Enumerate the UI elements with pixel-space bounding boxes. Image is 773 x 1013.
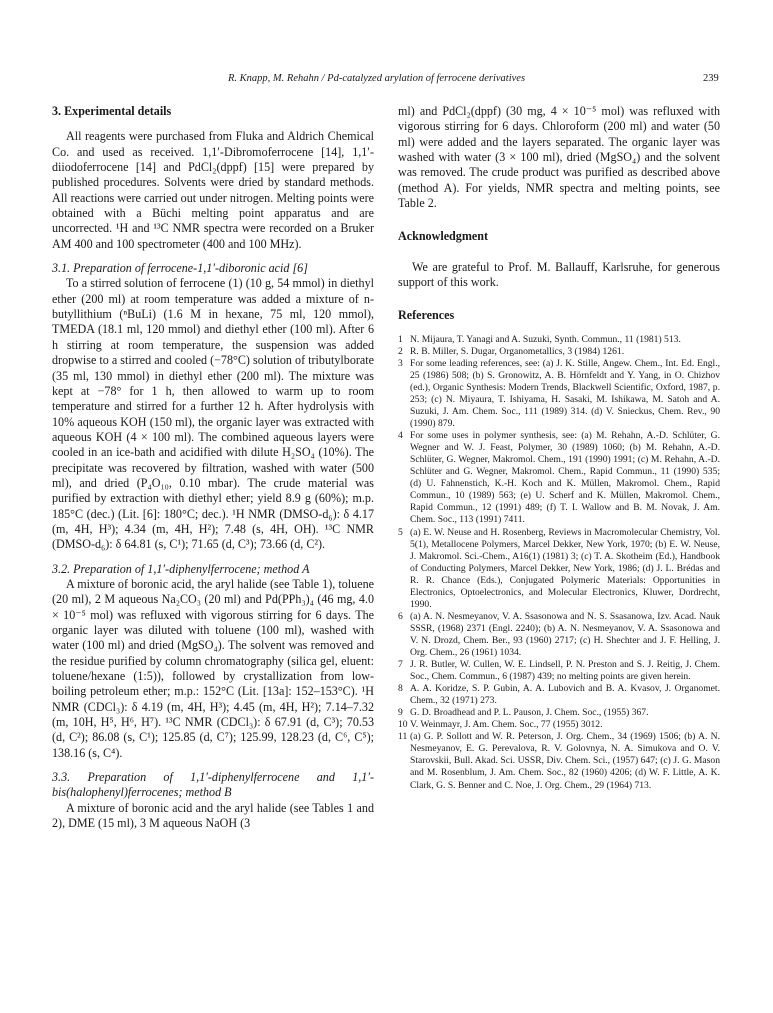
reference-number: 1 xyxy=(398,333,403,345)
left-column xyxy=(52,104,374,831)
reference-item xyxy=(398,707,720,719)
acknowledgment-title: Acknowledgment xyxy=(398,229,489,244)
reference-number: 8 xyxy=(398,683,403,695)
reference-text: N. Mijaura, T. Yanagi and A. Suzuki, Synth. Commun., 11 (1981) 513. xyxy=(410,333,681,345)
reference-number: 2 xyxy=(398,345,403,357)
reference-number: 6 xyxy=(398,610,403,622)
subsection-paragraph: To a stirred solution of ferrocene (1) (10 g, 54 mmol) in diethyl ether (200 ml) at room temperature was added a mixture of n-butyllithium (ⁿBuLi) (1.6 M in hexane, 75 ml, 120 mmol), TMEDA (18.1 ml, 120 mmol) and diethyl ether (100 ml). After 6 h stirring at room temperature, the suspension was added dropwise to a stirred and cooled (−78°C) solution of tributylborate (35 ml, 130 mmol) in diethyl ether (200 ml). The mixture was kept at −78° for 1 h, then allowed to warm up to room temperature and stirred for a further 12 h. After hydrolysis with 10% aqueous KOH (150 ml), the organic layer was extracted with aqueous KOH (4 × 100 ml). The combined aqueous layers were cooled in an ice-bath and acidified with dilute H₂SO₄ (10%). The precipitate was recovered by filtration, washed with water (500 ml), and dried (P₄O₁₀, 0.10 mbar). The crude material was purified by extraction with diethyl ether; yield 8.9 g (60%); m.p. 185°C (dec.) (Lit. [6]: 180°C; dec.). ¹H NMR (DMSO-d₆): δ 4.17 (m, 4H, H³); 4.34 (m, 4H, H²); 7.48 (s, 4H, OH). ¹³C NMR (DMSO-d₆): δ 64.81 (s, C¹); 71.65 (d, C³); 73.66 (d, C²). xyxy=(52,276,374,552)
reference-text: A. A. Koridze, S. P. Gubin, A. A. Lubovich and B. A. Kvasov, J. Organomet. Chem., 32 (1971) 273. xyxy=(410,683,720,707)
continuation-paragraph: ml) and PdCl₂(dppf) (30 mg, 4 × 10⁻⁵ mol) was refluxed with vigorous stirring for 6 days. Chloroform (200 ml) and water (50 ml) were added and the layers separated. The organic layer was washed with water (3 × 100 ml), dried (MgSO₄) and the solvent was removed. The crude product was purified as described above (method A). For yields, NMR spectra and melting points, see Table 2. xyxy=(398,104,720,211)
reference-item xyxy=(398,358,720,430)
section-title: 3. Experimental details xyxy=(52,104,172,118)
reference-number: 4 xyxy=(398,430,403,442)
reference-item xyxy=(398,731,720,791)
reference-text: (a) E. W. Neuse and H. Rosenberg, Reviews in Macromolecular Chemistry, Vol. 5(1), Metallocene Polymers, Marcel Dekker, New York, 1970; (b) E. W. Neuse, J. Makromol. Sci.-Chem., A16(1) (1981) 3; (c) T. A. Skotheim (Ed.), Handbook of Conducting Polymers, Marcel Dekker, New York, 1986; (d) J. L. Brédas and R. R. Chance (Eds.), Conjugated Polymeric Materials: Opportunities in Electronics, Optoelectronics, and Molecular Electronics, Kluwer, Dordrecht, 1990. xyxy=(410,526,720,610)
subsection-title: 3.2. Preparation of 1,1′-diphenylferrocene; method A xyxy=(52,561,310,576)
reference-text: For some uses in polymer synthesis, see: (a) M. Rehahn, A.-D. Schlüter, G. Wegner and W. J. Feast, Polymer, 30 (1989) 1060; (b) M. Rehahn, A.-D. Schlüter, G. Wegner, Makromol. Chem., 191 (1990) 1991; (c) M. Rehahn, A.-D. Schlüter and G. Wegner, Makromol. Chem., Rapid Commun., 11 (1990) 535; (d) U. Fahnenstich, K.-H. Koch and K. Müllen, Makromol. Chem., Rapid Commun., 10 (1989) 563; (e) U. Scherf and K. Müllen, Makromol. Chem., Rapid Commun., 12 (1991) 489; (f) T. I. Wallow and B. M. Novak, J. Am. Chem. Soc., 113 (1991) 7411. xyxy=(410,430,720,526)
reference-text: For some leading references, see: (a) J. K. Stille, Angew. Chem., Int. Ed. Engl., 25 (1986) 508; (b) S. Gronowitz, A. B. Hörnfeldt and Y. Yang, in O. Chizhov (ed.), Organic Synthesis: Modern Trends, Blackwell Scientific, Oxford, 1987, p. 253; (c) N. Miyaura, T. Ishiyama, H. Sasaki, M. Ishikawa, M. Satoh and A. Suzuki, J. Am. Chem. Soc., 111 (1989) 314. (d) V. Snieckus, Chem. Rev., 90 (1990) 879. xyxy=(410,357,720,430)
reference-text: R. B. Miller, S. Dugar, Organometallics, 3 (1984) 1261. xyxy=(410,345,625,357)
reference-text: G. D. Broadhead and P. L. Pauson, J. Chem. Soc., (1955) 367. xyxy=(410,707,649,719)
reference-item xyxy=(398,430,720,526)
right-column xyxy=(398,104,720,792)
subsection-paragraph: A mixture of boronic acid and the aryl halide (see Tables 1 and 2), DME (15 ml), 3 M aqueous NaOH (3 xyxy=(52,800,374,831)
references-title: References xyxy=(398,308,455,323)
reference-item xyxy=(398,719,720,731)
reference-item xyxy=(398,527,720,611)
reference-number: 10 xyxy=(398,719,408,731)
reference-number: 3 xyxy=(398,357,403,369)
reference-item xyxy=(398,683,720,707)
subsection-paragraph: A mixture of boronic acid, the aryl halide (see Table 1), toluene (20 ml), 2 M aqueous Na₂CO₃ (20 ml) and Pd(PPh₃)₄ (46 mg, 4.0 × 10⁻⁵ mol) was refluxed with vigorous stirring for 6 days. The organic layer was diluted with toluene (100 ml), washed with water (100 ml) and dried (MgSO₄). The solvent was removed and the residue purified by column chromatography (silica gel, eluent: toluene/hexane (1:5)), followed by crystallization from low-boiling petroleum ether; m.p.: 152°C (Lit. [13a]: 152–153°C). ¹H NMR (CDCl₃): δ 4.19 (m, 4H, H³); 4.45 (m, 4H, H²); 7.14–7.32 (m, 10H, H⁵, H⁶, H⁷). ¹³C NMR (CDCl₃): δ 67.91 (d, C³); 70.53 (d, C²); 86.08 (s, C¹); 125.85 (d, C⁷); 125.99, 128.23 (d, C⁶, C⁵); 138.16 (s, C⁴). xyxy=(52,576,374,760)
acknowledgment-text: We are grateful to Prof. M. Ballauff, Karlsruhe, for generous support of this work. xyxy=(398,259,720,290)
page-number: 239 xyxy=(703,73,719,84)
reference-text: (a) G. P. Sollott and W. R. Peterson, J. Org. Chem., 34 (1969) 1506; (b) A. N. Nesmeyanov, E. G. Perevalova, R. V. Golovnya, N. A. Simukova and O. V. Starovskii, Bull. Akad. Sci. USSR, Div. Chem. Sci., (1957) 647; (c) J. G. Mason and M. Rosenblum, J. Am. Chem. Soc., 82 (1960) 4206; (d) W. F. Little, A. K. Clark, G. S. Benner and C. Noe, J. Org. Chem., 29 (1964) 713. xyxy=(410,731,720,791)
subsection-title: 3.1. Preparation of ferrocene-1,1′-diboronic acid [6] xyxy=(52,261,308,276)
reference-item xyxy=(398,334,720,346)
reference-number: 9 xyxy=(398,707,403,719)
reference-text: V. Weinmayr, J. Am. Chem. Soc., 77 (1955) 3012. xyxy=(410,719,603,731)
reference-number: 7 xyxy=(398,659,403,671)
running-head: R. Knapp, M. Rehahn / Pd-catalyzed arylation of ferrocene derivatives xyxy=(228,73,526,84)
reference-item xyxy=(398,611,720,659)
reference-number: 5 xyxy=(398,526,403,538)
reference-item xyxy=(398,346,720,358)
intro-paragraph: All reagents were purchased from Fluka and Aldrich Chemical Co. and used as received. 1,1′-Dibromoferrocene [14], 1,1′-diiodoferrocene [14] and PdCl₂(dppf) [15] were prepared by published procedures. Solvents were dried by standard methods. All reactions were carried out under nitrogen. Melting points were obtained with a Büchi melting point apparatus and are uncorrected. ¹H and ¹³C NMR spectra were recorded on a Bruker AM 400 and 100 spectrometer (400 and 100 MHz). xyxy=(52,129,374,251)
reference-text: (a) A. N. Nesmeyanov, V. A. Ssasonowa and N. S. Ssasanowa, Izv. Acad. Nauk SSSR, (1968) 2371 (Engl. 2240); (b) A. N. Nesmeyanov, V. A. Ssasonowa and V. N. Drozd, Chem. Ber., 93 (1960) 2717; (c) H. Shechter and J. F. Helling, J. Org. Chem., 26 (1961) 1034. xyxy=(410,610,720,658)
references-list xyxy=(398,334,720,792)
subsection-title: 3.3. Preparation of 1,1′-diphenylferrocene and 1,1′-bis(halophenyl)ferrocenes; method B xyxy=(52,770,374,800)
reference-number: 11 xyxy=(398,731,408,743)
reference-text: J. R. Butler, W. Cullen, W. E. Lindsell, P. N. Preston and S. J. Reitig, J. Chem. Soc., Chem. Commun., 6 (1987) 439; no melting points are given herein. xyxy=(410,659,720,683)
reference-item xyxy=(398,659,720,683)
